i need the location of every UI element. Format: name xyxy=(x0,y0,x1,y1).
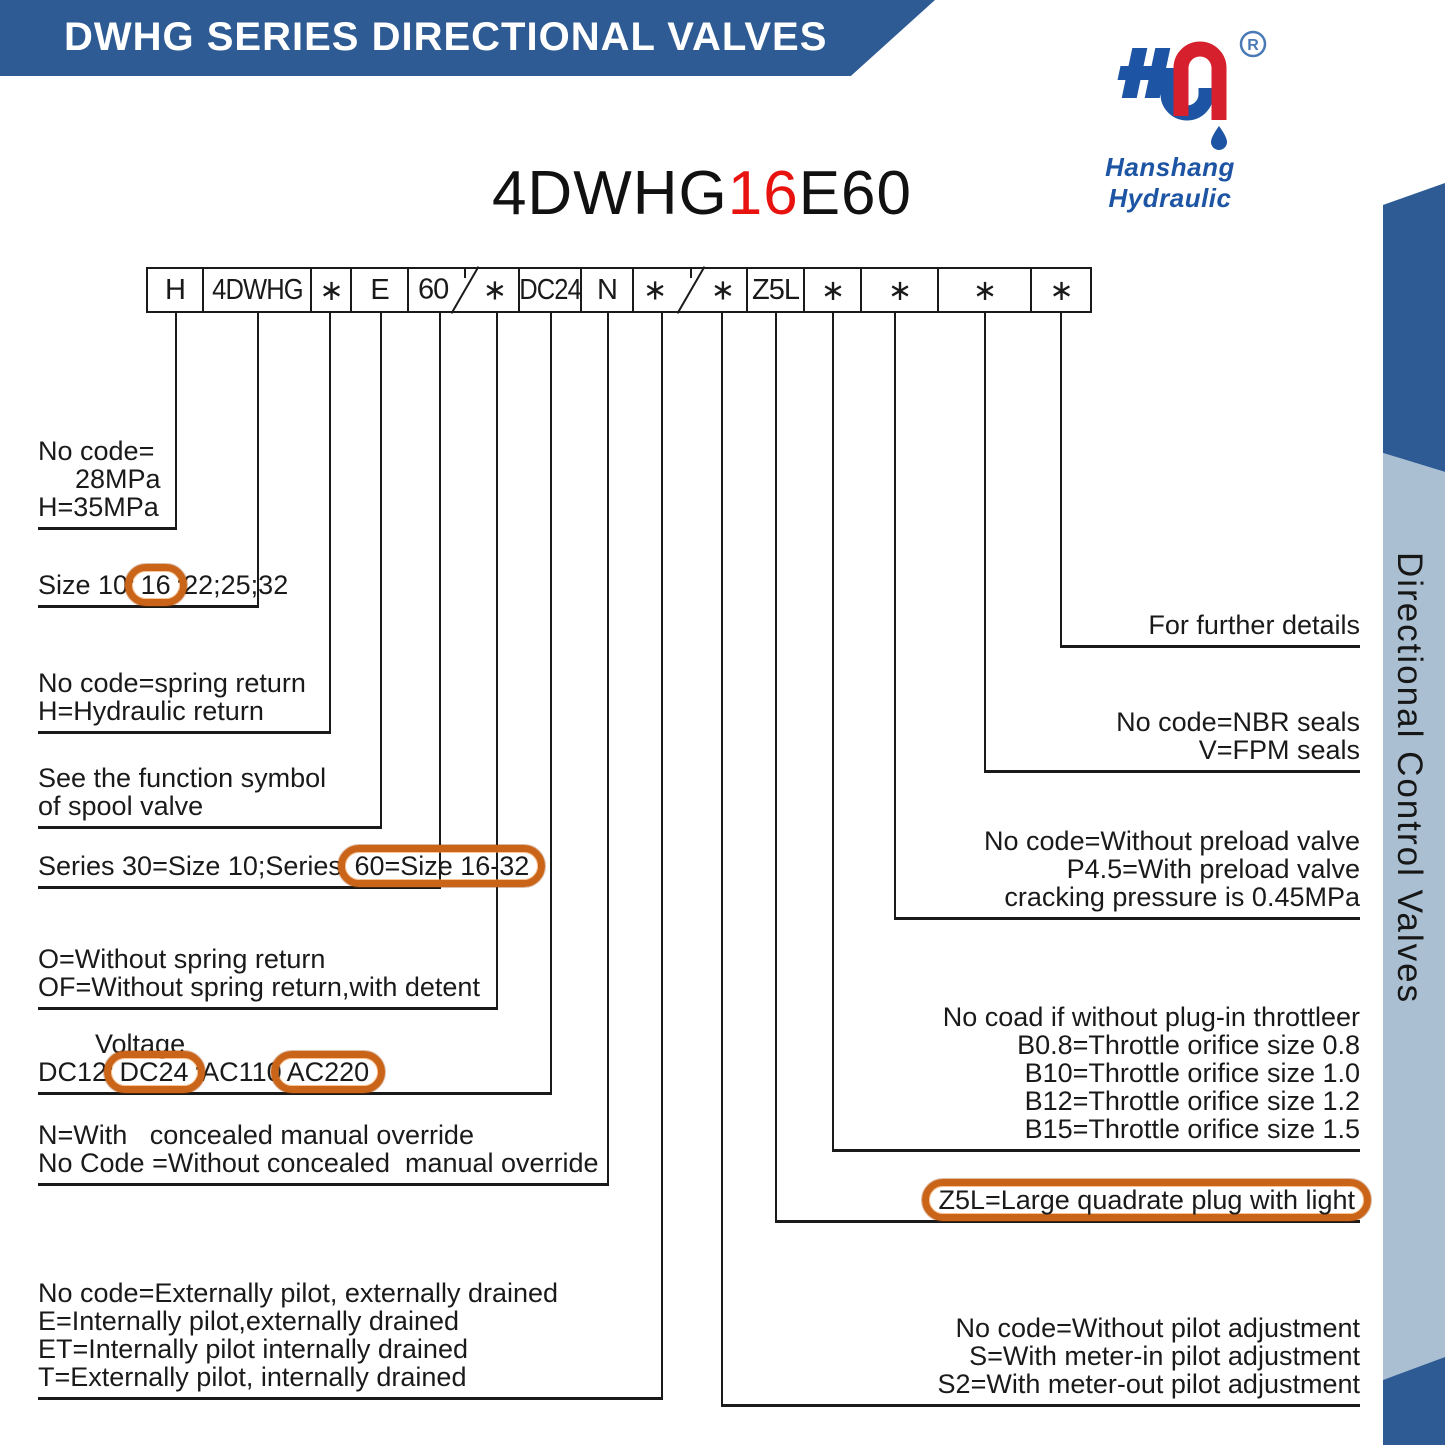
annotation-voltage xyxy=(38,1030,547,1086)
leader-line-horizontal xyxy=(38,1183,609,1186)
code-cell-right-value: ∗ xyxy=(710,274,734,307)
annotation-text: No code=NBR seals xyxy=(1116,707,1360,737)
code-cell-11 xyxy=(939,269,1032,311)
annotation-size xyxy=(38,570,289,600)
code-cell-left-value: ∗ xyxy=(643,274,667,307)
annotation-text: Size 10; xyxy=(38,570,136,600)
leader-line-horizontal xyxy=(38,1007,498,1010)
leader-line-vertical xyxy=(380,311,382,829)
annotation-line xyxy=(38,697,326,725)
model-code-suffix: E60 xyxy=(798,159,913,228)
annotation-line xyxy=(38,669,326,697)
annotation-seals xyxy=(989,708,1360,764)
annotation-throttle xyxy=(837,1003,1360,1143)
registered-mark: R xyxy=(1247,37,1259,54)
highlight-circle: 60=Size 16-32 xyxy=(338,845,545,887)
annotation-line xyxy=(989,708,1360,736)
code-cell-1 xyxy=(204,269,312,311)
annotation-text: B10=Throttle orifice size 1.0 xyxy=(1024,1058,1360,1088)
annotation-text: cracking pressure is 0.45MPa xyxy=(1004,882,1360,912)
divider-tick xyxy=(690,269,692,278)
leader-line-vertical xyxy=(496,311,498,1010)
annotation-text: 28MPa xyxy=(75,464,161,494)
code-cell-4 xyxy=(409,269,520,311)
annotation-line xyxy=(899,883,1360,911)
annotation-text: Voltage xyxy=(95,1029,186,1059)
leader-line-vertical xyxy=(721,311,723,1407)
leader-line-vertical xyxy=(175,311,177,530)
annotation-text: No coad if without plug-in throttleer xyxy=(942,1002,1360,1032)
annotation-line xyxy=(899,855,1360,883)
leader-line-vertical xyxy=(661,311,663,1400)
annotation-line xyxy=(38,1307,658,1335)
code-cell-3 xyxy=(352,269,409,311)
code-cell-value: Z5L xyxy=(752,273,799,306)
annotation-line xyxy=(726,1370,1360,1398)
annotation-pressure xyxy=(38,437,172,521)
code-table xyxy=(146,267,1092,313)
annotation-text: No Code =Without concealed manual override xyxy=(38,1148,599,1178)
annotation-line xyxy=(38,493,172,521)
leader-line-vertical xyxy=(329,311,331,734)
code-cell-value: ∗ xyxy=(887,274,912,307)
annotation-return-type xyxy=(38,669,326,725)
annotation-text: B0.8=Throttle orifice size 0.8 xyxy=(1017,1030,1360,1060)
annotation-line xyxy=(837,1115,1360,1143)
annotation-text: DC12; xyxy=(38,1057,115,1087)
annotation-plug xyxy=(780,1186,1360,1214)
annotation-line xyxy=(989,736,1360,764)
code-cell-5 xyxy=(520,269,582,311)
brand-logo-icon xyxy=(1093,26,1278,156)
annotation-line xyxy=(38,851,530,881)
leader-line-vertical xyxy=(439,311,441,889)
annotation-line xyxy=(837,1087,1360,1115)
leader-line-horizontal xyxy=(38,731,331,734)
code-cell-value: N xyxy=(597,273,617,306)
leader-line-vertical xyxy=(894,311,896,920)
leader-line-vertical xyxy=(832,311,834,1152)
page-title: DWHG SERIES DIRECTIONAL VALVES xyxy=(64,15,828,59)
model-code-size: 16 xyxy=(727,159,799,228)
annotation-text: S2=With meter-out pilot adjustment xyxy=(937,1369,1360,1399)
annotation-line xyxy=(38,973,493,1001)
annotation-line xyxy=(837,1003,1360,1031)
leader-line-horizontal xyxy=(894,917,1360,920)
annotation-function-symbol xyxy=(38,764,377,820)
annotation-further-details xyxy=(1065,611,1360,639)
annotation-text: V=FPM seals xyxy=(1198,735,1360,765)
annotation-line xyxy=(38,570,289,600)
annotation-text: of spool valve xyxy=(38,791,204,821)
annotation-line xyxy=(837,1031,1360,1059)
annotation-line xyxy=(38,1335,658,1363)
annotation-line xyxy=(38,764,377,792)
annotation-text: No code=Without preload valve xyxy=(984,826,1360,856)
annotation-text: No code=spring return xyxy=(38,668,306,698)
highlight-circle: DC24 xyxy=(104,1051,205,1093)
code-cell-value: 4DWHG xyxy=(211,273,303,306)
annotation-text: N=With concealed manual override xyxy=(38,1120,474,1150)
annotation-line xyxy=(899,827,1360,855)
leader-line-horizontal xyxy=(1060,645,1360,648)
divider-tick xyxy=(464,269,466,278)
leader-line-horizontal xyxy=(38,527,177,530)
annotation-pilot-drain xyxy=(38,1279,658,1391)
annotation-line xyxy=(38,1149,604,1177)
leader-line-horizontal xyxy=(38,1397,663,1400)
annotation-text: See the function symbol xyxy=(38,763,327,793)
model-code-prefix: 4DWHG xyxy=(491,159,728,228)
leader-line-vertical xyxy=(257,311,259,608)
annotation-text: Series 30=Size 10;Series xyxy=(38,851,350,881)
leader-line-vertical xyxy=(550,311,552,1095)
code-cell-right-value: ∗ xyxy=(482,274,506,307)
annotation-line xyxy=(38,437,172,465)
sidebar-top-dark xyxy=(1383,183,1445,472)
annotation-text: E=Internally pilot,externally drained xyxy=(38,1306,459,1336)
annotation-line xyxy=(38,1121,604,1149)
annotation-text: OF=Without spring return,with detent xyxy=(38,972,480,1002)
annotation-pilot-adjustment xyxy=(726,1314,1360,1398)
annotation-line xyxy=(780,1186,1360,1214)
annotation-text: O=Without spring return xyxy=(38,944,326,974)
annotation-text: No code=Externally pilot, externally drained xyxy=(38,1278,559,1308)
model-code-title xyxy=(0,158,1404,229)
annotation-text: ;22;25;32 xyxy=(175,570,289,600)
annotation-text: For further details xyxy=(1148,610,1360,640)
annotation-text: No code=Without pilot adjustment xyxy=(955,1313,1360,1343)
code-cell-left-value: 60 xyxy=(418,273,449,306)
leader-line-vertical xyxy=(775,311,777,1223)
annotation-line xyxy=(1065,611,1360,639)
code-cell-value: ∗ xyxy=(1049,274,1073,307)
leader-line-horizontal xyxy=(38,826,382,829)
sidebar-label: Directional Control Valves xyxy=(1390,552,1429,1005)
annotation-text: T=Externally pilot, internally drained xyxy=(38,1362,467,1392)
code-cell-value: ∗ xyxy=(820,274,845,307)
leader-line-vertical xyxy=(984,311,986,773)
code-cell-8 xyxy=(748,269,805,311)
annotation-text: B12=Throttle orifice size 1.2 xyxy=(1024,1086,1360,1116)
annotation-preload-valve xyxy=(899,827,1360,911)
brand-name: Hanshang Hydraulic xyxy=(1105,152,1235,213)
annotation-text: B15=Throttle orifice size 1.5 xyxy=(1024,1114,1360,1144)
code-cell-12 xyxy=(1032,269,1090,311)
code-cell-10 xyxy=(862,269,939,311)
code-cell-value: H xyxy=(165,273,185,306)
leader-line-vertical xyxy=(1060,311,1062,648)
code-cell-value: E xyxy=(370,273,389,306)
annotation-line xyxy=(38,1279,658,1307)
annotation-line xyxy=(38,792,377,820)
annotation-text: ET=Internally pilot internally drained xyxy=(38,1334,468,1364)
annotation-series xyxy=(38,851,530,881)
code-cell-7 xyxy=(634,269,748,311)
leader-line-horizontal xyxy=(832,1149,1360,1152)
leader-line-horizontal xyxy=(721,1404,1360,1407)
annotation-text: ;AC110 xyxy=(193,1057,282,1087)
annotation-text: P4.5=With preload valve xyxy=(1066,854,1360,884)
highlight-circle: AC220 xyxy=(271,1051,386,1093)
annotation-line xyxy=(837,1059,1360,1087)
leader-line-vertical xyxy=(607,311,609,1186)
highlight-circle: 16 xyxy=(125,564,187,606)
annotation-text: S=With meter-in pilot adjustment xyxy=(969,1341,1360,1371)
annotation-manual-override xyxy=(38,1121,604,1177)
annotation-line xyxy=(726,1314,1360,1342)
code-cell-value: DC24 xyxy=(519,273,581,306)
code-cell-9 xyxy=(805,269,862,311)
code-cell-0 xyxy=(148,269,204,311)
leader-line-horizontal xyxy=(984,770,1360,773)
annotation-line xyxy=(38,945,493,973)
annotation-line xyxy=(726,1342,1360,1370)
annotation-line xyxy=(38,1363,658,1391)
annotation-line xyxy=(38,465,172,493)
annotation-text: H=Hydraulic return xyxy=(38,696,264,726)
code-cell-6 xyxy=(582,269,634,311)
annotation-line xyxy=(38,1058,547,1086)
highlight-circle: Z5L=Large quadrate plug with light xyxy=(922,1179,1371,1221)
annotation-text: No code= xyxy=(38,436,155,466)
annotation-text: H=35MPa xyxy=(38,492,159,522)
code-cell-2 xyxy=(312,269,352,311)
code-cell-value: ∗ xyxy=(972,274,997,307)
annotation-spring-return xyxy=(38,945,493,1001)
code-cell-value: ∗ xyxy=(319,274,343,307)
